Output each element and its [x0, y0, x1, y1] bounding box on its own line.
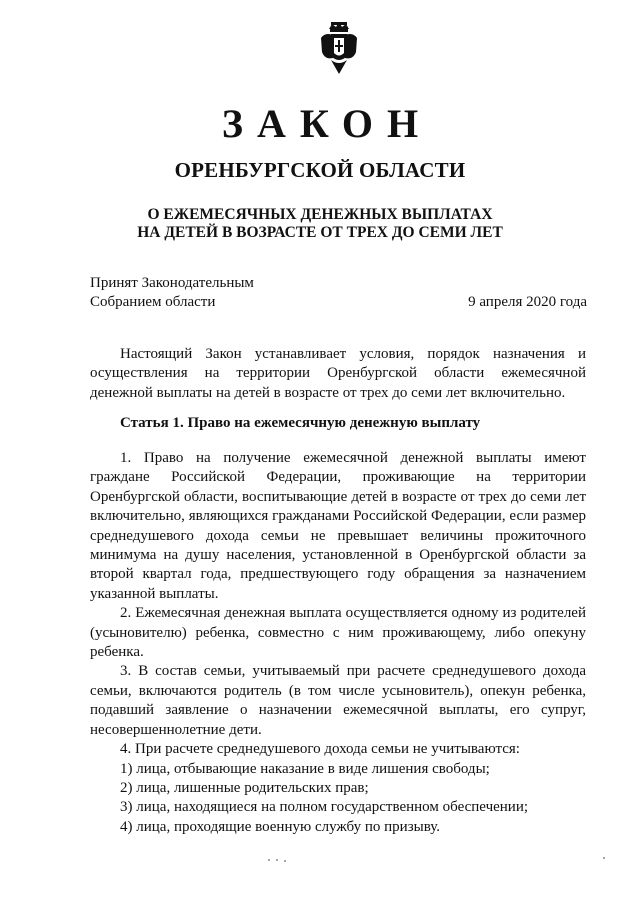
adoption-line-2: Собранием области — [90, 294, 216, 310]
scan-artifact — [276, 859, 278, 861]
scan-artifact — [284, 860, 286, 862]
list-item: 1) лица, отбывающие наказание в виде лишения свободы; — [120, 760, 490, 777]
article-1-body — [90, 449, 586, 837]
article-1-heading: Статья 1. Право на ежемесячную денежную выплату — [120, 415, 481, 431]
scan-artifact — [603, 857, 605, 859]
preamble-text: Настоящий Закон устанавливает условия, порядок назначения и осуществления на территории Оренбургской области ежемесячной денежной выплаты на детей в возрасте от трех до семи лет включительно. — [90, 346, 586, 401]
region-title: ОРЕНБУРГСКОЙ ОБЛАСТИ — [174, 158, 466, 182]
preamble — [90, 345, 586, 403]
adoption-date: 9 апреля 2020 года — [468, 294, 587, 310]
adoption-body — [90, 274, 254, 312]
article-paragraph: 1. Право на получение ежемесячной денежной выплаты имеют граждане Российской Федерации, проживающие на территории Оренбургской области, воспитывающие детей в возрасте от трех до семи лет включительно, являющихся гражданами Российской Федерации, если размер среднедушевого дохода семьи не превышает величины прожиточного минимума на душу населения, установленной в Оренбургской области за второй квартал года, предшествующего году обращения за назначением указанной выплаты. — [90, 450, 586, 602]
list-item: 3) лица, находящиеся на полном государственном обеспечении; — [120, 799, 529, 816]
scan-artifact — [268, 859, 270, 861]
law-subject — [0, 206, 640, 242]
article-paragraph: 3. В состав семьи, учитываемый при расчете среднедушевого дохода семьи, включаются родитель (в том числе усыновитель), опекун ребенка, подавший заявление о назначении ежемесячной выплаты, его супруг, несовершеннолетние дети. — [90, 663, 586, 738]
subject-line-1: О ЕЖЕМЕСЯЧНЫХ ДЕНЕЖНЫХ ВЫПЛАТАХ — [147, 206, 493, 223]
coat-of-arms-orenburg-icon — [319, 20, 359, 76]
list-intro: 4. При расчете среднедушевого дохода семьи не учитываются: — [120, 741, 520, 758]
list-item: 2) лица, лишенные родительских прав; — [120, 779, 369, 796]
article-paragraph: 2. Ежемесячная денежная выплата осуществляется одному из родителей (усыновителю) ребенка, совместно с ним проживающему, либо опекуну ребенка. — [90, 605, 586, 661]
adoption-line-1: Принят Законодательным — [90, 275, 254, 291]
subject-line-2: НА ДЕТЕЙ В ВОЗРАСТЕ ОТ ТРЕХ ДО СЕМИ ЛЕТ — [137, 224, 503, 241]
law-title: ЗАКОН — [221, 101, 433, 146]
list-item: 4) лица, проходящие военную службу по призыву. — [120, 818, 441, 835]
